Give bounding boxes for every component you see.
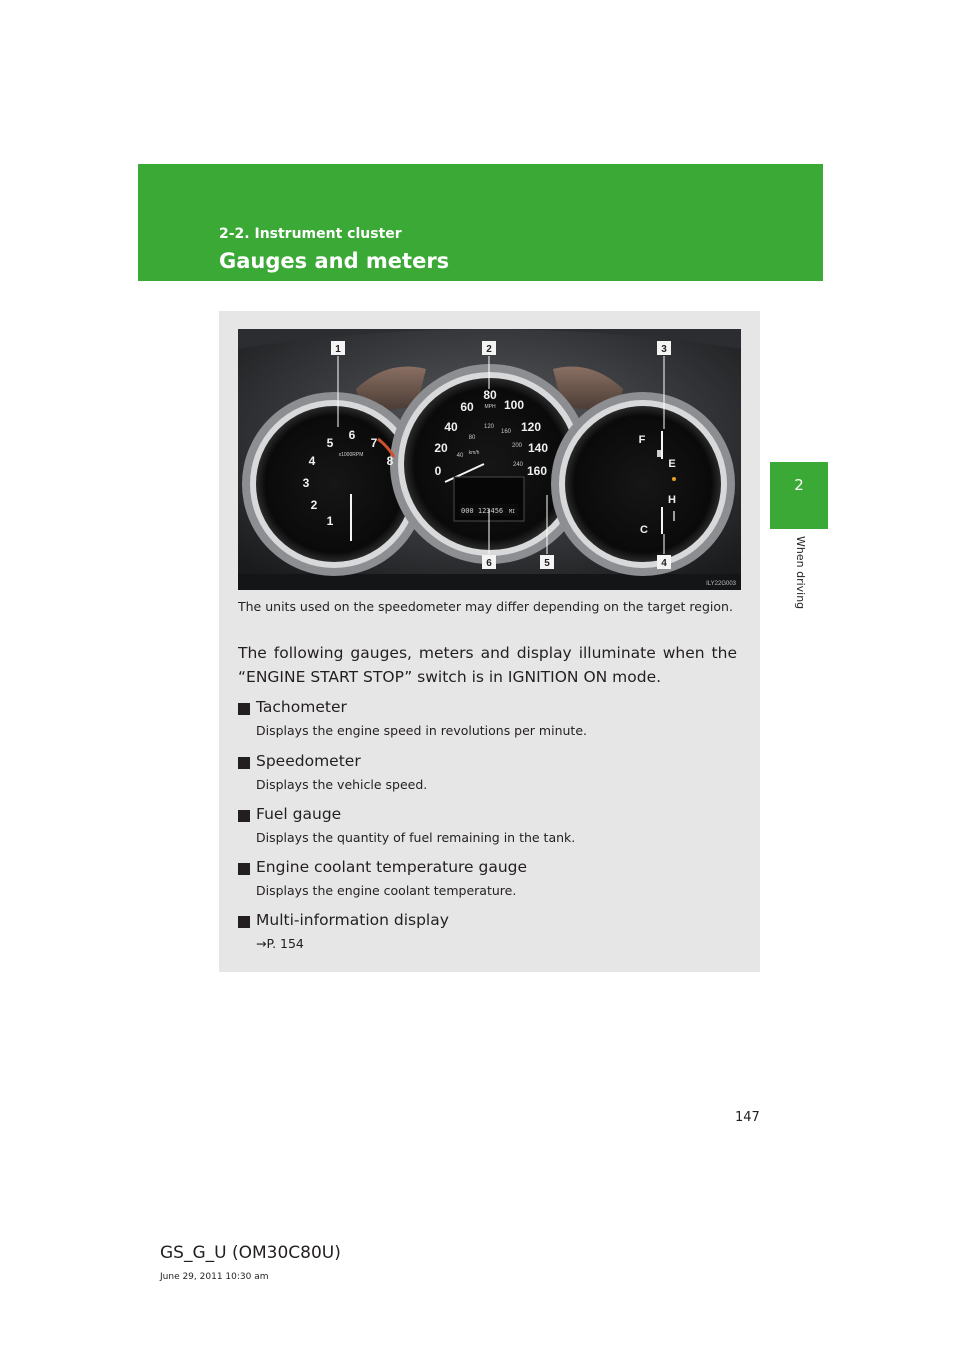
odometer-unit: MI [508, 509, 515, 515]
mph-label: 120 [520, 420, 542, 434]
mph-label: 20 [434, 441, 448, 455]
callout-1: 1 [335, 344, 341, 355]
document-date: June 29, 2011 10:30 am [160, 1272, 269, 1282]
tach-label: 8 [386, 454, 394, 468]
tach-label: 5 [326, 436, 334, 450]
tach-label: 6 [348, 428, 356, 442]
tach-label: 4 [308, 454, 316, 468]
item-title: Engine coolant temperature gauge [256, 858, 528, 876]
item-title: Tachometer [256, 698, 347, 716]
item-marker-2 [238, 757, 250, 769]
page-title: Gauges and meters [219, 249, 450, 273]
kmh-label: 200 [511, 443, 523, 449]
tach-label: 2 [310, 498, 318, 512]
item-title: Fuel gauge [256, 805, 342, 823]
units-note: The units used on the speedometer may differ depending on the target region. [238, 599, 733, 614]
mph-label: 140 [527, 441, 549, 455]
tach-unit: x1000RPM [338, 452, 364, 458]
tach-label: 1 [326, 514, 334, 528]
image-code: ILY22G003 [706, 581, 736, 587]
fuel-label: F [638, 434, 646, 446]
tach-label: 7 [370, 436, 378, 450]
item-marker-5 [238, 916, 250, 928]
kmh-label: 40 [456, 453, 464, 459]
item-desc: Displays the vehicle speed. [256, 777, 428, 792]
kmh-label: 160 [500, 429, 512, 435]
fuel-label: E [668, 458, 676, 470]
item-marker-3 [238, 810, 250, 822]
section-label: 2-2. Instrument cluster [219, 226, 402, 242]
item-marker-4 [238, 863, 250, 875]
mph-label: 40 [444, 420, 458, 434]
callout-5: 5 [544, 558, 550, 569]
item-desc: Displays the quantity of fuel remaining in the tank. [256, 830, 576, 845]
kmh-label: 240 [512, 462, 524, 468]
mph-label: 100 [503, 398, 525, 412]
kmh-label: 120 [483, 424, 495, 430]
page-reference-link[interactable]: →P. 154 [256, 936, 304, 951]
item-marker-1 [238, 703, 250, 715]
item-desc: Displays the engine speed in revolutions per minute. [256, 723, 587, 738]
mph-label: 60 [460, 400, 474, 414]
chapter-tab[interactable] [770, 462, 828, 529]
intro-text: The following gauges, meters and display illuminate when the “ENGINE START STOP” switch is in IGNITION ON mode. [238, 644, 737, 686]
temp-label: H [668, 494, 676, 506]
callout-4: 4 [661, 558, 667, 569]
odometer-readout: 000 123456 [461, 507, 504, 515]
callout-6: 6 [486, 558, 492, 569]
document-code: GS_G_U (OM30C80U) [160, 1243, 341, 1263]
mph-label: 160 [526, 464, 548, 478]
page-number: 147 [735, 1110, 760, 1125]
instrument-cluster-figure [238, 329, 741, 590]
instrument-cluster-illustration [238, 329, 741, 590]
mph-unit: MPH [484, 404, 496, 410]
item-title: Multi-information display [256, 911, 449, 929]
mph-label: 0 [434, 464, 442, 478]
tach-label: 3 [302, 476, 310, 490]
mph-label: 80 [483, 388, 497, 402]
kmh-label: 80 [468, 435, 476, 441]
chapter-number: 2 [794, 476, 804, 494]
kmh-unit: km/h [468, 450, 480, 456]
item-title: Speedometer [256, 752, 361, 770]
chapter-label: When driving [794, 536, 807, 610]
temp-label: C [640, 524, 648, 536]
callout-3: 3 [661, 344, 667, 355]
callout-2: 2 [486, 344, 492, 355]
item-desc: Displays the engine coolant temperature. [256, 883, 517, 898]
